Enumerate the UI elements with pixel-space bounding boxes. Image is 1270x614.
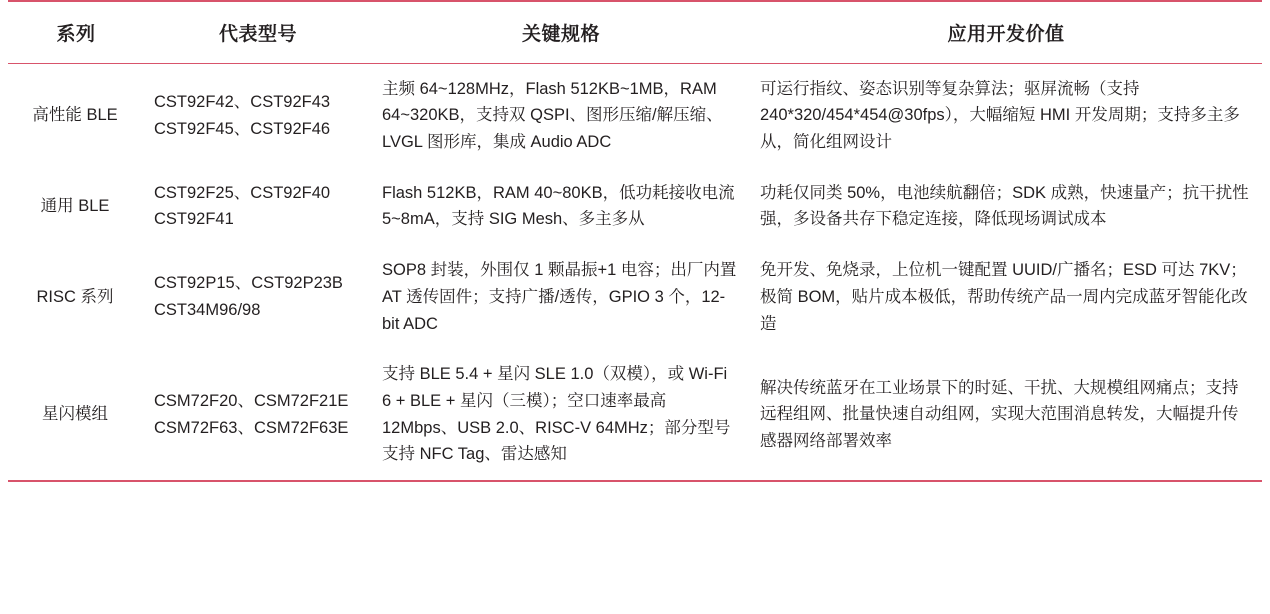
column-header-series: 系列 [56, 23, 96, 45]
cell-dev-value: 解决传统蓝牙在工业场景下的时延、干扰、大规模组网痛点；支持远程组网、批量快速自动组网，实现大范围消息转发，大幅提升传感器网络部署效率 [760, 378, 1239, 451]
table-row [8, 168, 1262, 245]
cell-series: 星闪模组 [42, 405, 108, 424]
cell-models [144, 349, 372, 481]
table-body [8, 63, 1262, 481]
cell-key-specs: 支持 BLE 5.4 + 星闪 SLE 1.0（双模），或 Wi-Fi 6 + BLE + 星闪（三模）；空口速率最高 12Mbps、USB 2.0、RISC-V 64MHz；部分型号支持 NFC Tag、雷达感知 [382, 365, 731, 464]
column-header-models: 代表型号 [218, 23, 297, 45]
model-line: CST92F41 [154, 210, 234, 229]
cell-series: 高性能 BLE [32, 106, 118, 125]
product-spec-table [8, 0, 1262, 482]
cell-models [144, 245, 372, 349]
model-line: CSM72F63、CSM72F63E [154, 418, 349, 437]
cell-series: 通用 BLE [40, 197, 110, 216]
table-row [8, 245, 1262, 349]
column-header-key-specs: 关键规格 [521, 23, 600, 45]
cell-key-specs: 主频 64~128MHz，Flash 512KB~1MB，RAM 64~320KB，支持双 QSPI、图形压缩/解压缩、LVGL 图形库，集成 Audio ADC [382, 79, 723, 151]
cell-models [144, 168, 372, 245]
cell-key-specs: Flash 512KB，RAM 40~80KB，低功耗接收电流 5~8mA，支持 SIG Mesh、多主多从 [382, 183, 735, 229]
table-row [8, 349, 1262, 481]
model-line: CSM72F20、CSM72F21E [154, 391, 349, 410]
model-line: CST92F45、CST92F46 [154, 119, 331, 138]
model-line: CST34M96/98 [154, 301, 261, 320]
cell-dev-value: 免开发、免烧录，上位机一键配置 UUID/广播名；ESD 可达 7KV；极简 BOM，贴片成本极低，帮助传统产品一周内完成蓝牙智能化改造 [760, 261, 1248, 333]
model-line: CST92P15、CST92P23B [154, 274, 343, 293]
column-header-dev-value: 应用开发价值 [947, 23, 1065, 45]
cell-key-specs: SOP8 封装，外围仅 1 颗晶振+1 电容；出厂内置 AT 透传固件；支持广播/透传，GPIO 3 个，12-bit ADC [382, 261, 737, 333]
cell-dev-value: 功耗仅同类 50%，电池续航翻倍；SDK 成熟，快速量产；抗干扰性强，多设备共存下稳定连接，降低现场调试成本 [760, 183, 1249, 229]
model-line: CST92F25、CST92F40 [154, 183, 331, 202]
model-line: CST92F42、CST92F43 [154, 92, 331, 111]
table-header-row [8, 1, 1262, 63]
cell-dev-value: 可运行指纹、姿态识别等复杂算法；驱屏流畅（支持 240*320/454*454@30fps），大幅缩短 HMI 开发周期；支持多主多从，简化组网设计 [760, 79, 1240, 151]
cell-models [144, 63, 372, 168]
table-header [8, 1, 1262, 63]
table-row [8, 63, 1262, 168]
cell-series: RISC 系列 [36, 287, 114, 306]
